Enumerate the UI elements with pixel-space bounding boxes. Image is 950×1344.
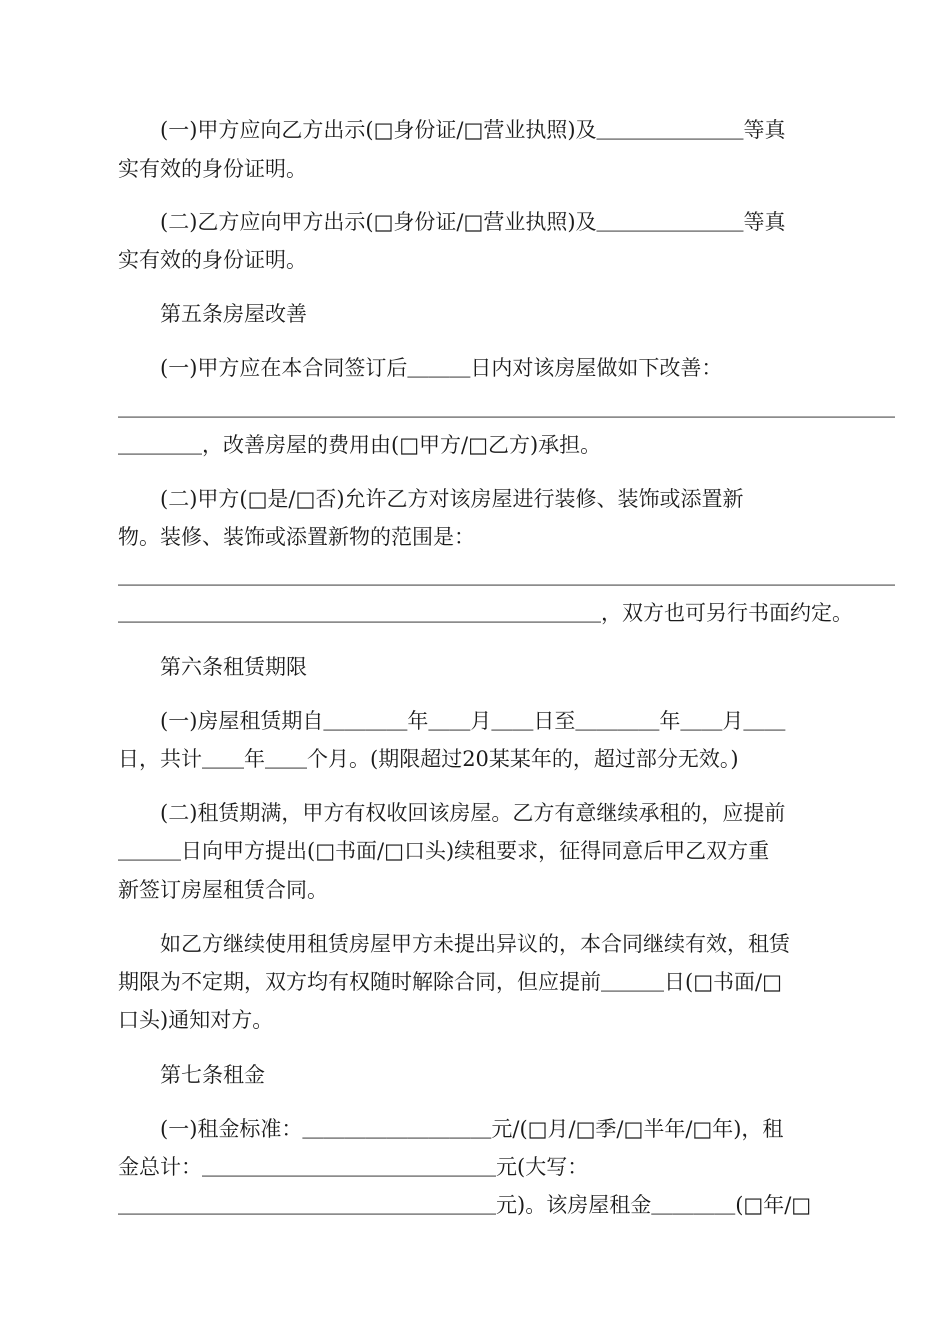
paragraph-line: (一)甲方应向乙方出示(□身份证/□营业执照)及＿＿＿＿＿＿＿等真 <box>160 118 786 142</box>
paragraph-line: 金总计：＿＿＿＿＿＿＿＿＿＿＿＿＿＿元(大写： <box>118 1155 589 1179</box>
paragraph-line: 期限为不定期，双方均有权随时解除合同，但应提前＿＿＿日(□书面/□ <box>118 970 782 994</box>
paragraph-line: (一)租金标准：＿＿＿＿＿＿＿＿＿元/(□月/□季/□半年/□年)，租 <box>160 1117 784 1141</box>
paragraph-line: (二)乙方应向甲方出示(□身份证/□营业执照)及＿＿＿＿＿＿＿等真 <box>160 210 786 234</box>
paragraph-line: 日，共计＿＿年＿＿个月。(期限超过20某某年的，超过部分无效。) <box>118 747 739 771</box>
paragraph-line: (二)租赁期满，甲方有权收回该房屋。乙方有意继续承租的，应提前 <box>160 801 786 825</box>
paragraph-line: (一)房屋租赁期自＿＿＿＿年＿＿月＿＿日至＿＿＿＿年＿＿月＿＿ <box>160 709 786 733</box>
section-heading: 第六条租赁期限 <box>160 655 307 679</box>
paragraph-line: ＿＿＿日向甲方提出(□书面/□口头)续租要求，征得同意后甲乙双方重 <box>118 839 770 863</box>
section-heading: 第七条租金 <box>160 1063 265 1087</box>
paragraph-line: (二)甲方(□是/□否)允许乙方对该房屋进行装修、装饰或添置新 <box>160 487 744 511</box>
section-heading: 第五条房屋改善 <box>160 302 307 326</box>
paragraph-line: 如乙方继续使用租赁房屋甲方未提出异议的，本合同继续有效，租赁 <box>160 932 790 956</box>
paragraph-line: (一)甲方应在本合同签订后＿＿＿日内对该房屋做如下改善： <box>160 356 723 380</box>
blank-fill-line: ＿＿＿＿＿＿＿＿＿＿＿＿＿＿＿＿＿＿＿＿＿＿＿＿＿＿＿＿＿＿＿＿＿＿＿＿＿ <box>118 396 895 420</box>
paragraph-line: 实有效的身份证明。 <box>118 248 307 272</box>
paragraph-line: 物。装修、装饰或添置新物的范围是： <box>118 525 475 549</box>
paragraph-line: 新签订房屋租赁合同。 <box>118 878 328 902</box>
paragraph-line: ＿＿＿＿＿＿＿＿＿＿＿＿＿＿＿＿＿＿＿＿＿＿＿，双方也可另行书面约定。 <box>118 601 853 625</box>
paragraph-line: 实有效的身份证明。 <box>118 157 307 181</box>
paragraph-line: ＿＿＿＿＿＿＿＿＿＿＿＿＿＿＿＿＿＿元)。该房屋租金＿＿＿＿(□年/□ <box>118 1193 812 1217</box>
paragraph-line: ＿＿＿＿，改善房屋的费用由(□甲方/□乙方)承担。 <box>118 433 602 457</box>
paragraph-line: 口头)通知对方。 <box>118 1008 274 1032</box>
blank-fill-line: ＿＿＿＿＿＿＿＿＿＿＿＿＿＿＿＿＿＿＿＿＿＿＿＿＿＿＿＿＿＿＿＿＿＿＿＿＿ <box>118 564 895 588</box>
